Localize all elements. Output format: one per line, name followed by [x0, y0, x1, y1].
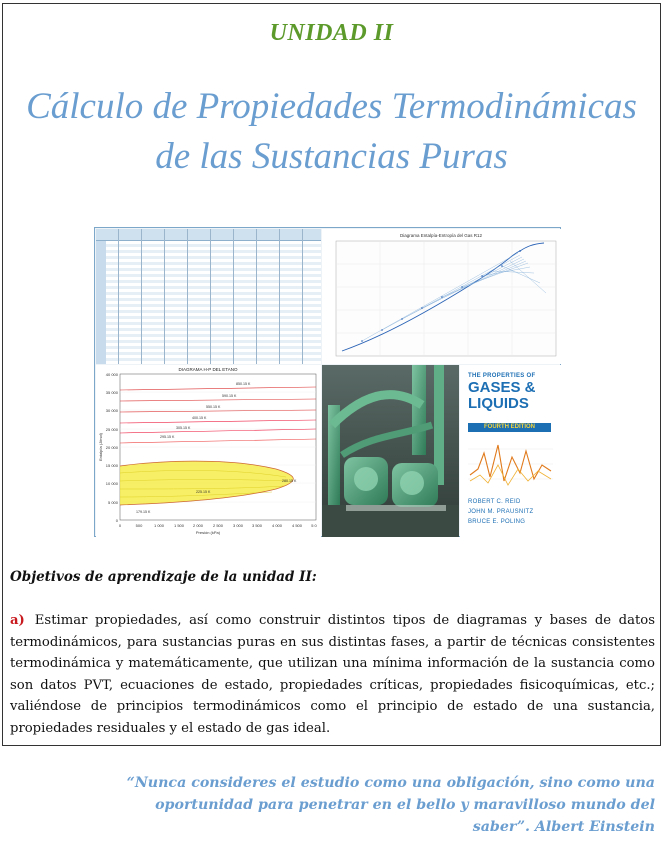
ph-x-tick: 5 0	[311, 523, 317, 528]
quote-line-1: “Nunca consideres el estudio como una obligación, sino como una	[126, 775, 655, 791]
ph-y-tick: 20 000	[105, 445, 118, 450]
ph-y-tick: 15 000	[105, 463, 118, 468]
ph-diagram-title: DIAGRAMA H-P DEL ETANO	[178, 367, 238, 372]
plant-photo-svg	[322, 365, 459, 537]
ph-y-tick: 0	[115, 518, 118, 523]
page-title	[0, 82, 663, 182]
ph-curve-label: 590.15 K	[222, 394, 237, 398]
ph-y-label: Entalpía (J/mol)	[98, 432, 103, 462]
ph-x-tick: 1 500	[173, 523, 185, 528]
book-cover-graph	[468, 435, 553, 493]
ph-x-label: Presión (kPa)	[195, 530, 221, 535]
plant-photo	[322, 365, 459, 537]
book-edition: FOURTH EDITION	[468, 423, 551, 432]
property-table-image	[96, 229, 321, 364]
ph-x-tick: 4 500	[291, 523, 303, 528]
title-line-1: Cálculo de Propiedades Termodinámicas	[26, 86, 637, 127]
book-cover-image	[460, 365, 561, 537]
ph-y-tick: 30 000	[105, 408, 118, 413]
ph-diagram-svg	[96, 365, 321, 537]
ph-y-ticks	[106, 372, 119, 523]
ph-y-tick: 35 000	[105, 390, 118, 395]
ph-curve-label: 179.15 K	[136, 510, 151, 514]
ph-curve-label: 280.15 K	[282, 479, 297, 483]
ph-x-tick: 2 500	[212, 523, 224, 528]
book-title	[468, 373, 553, 411]
isotherm-chart-title: Diagrama Entalpía-Entropía del Gas R12	[399, 233, 483, 238]
book-title-line-2: GASES &	[468, 379, 536, 396]
ph-y-tick: 40 000	[105, 372, 118, 377]
book-title-line-3: LIQUIDS	[468, 395, 529, 412]
einstein-quote	[95, 772, 655, 838]
book-author: BRUCE E. POLING	[468, 519, 526, 525]
unit-label: UNIDAD II	[269, 20, 394, 46]
ph-curve-label: 850.15 K	[236, 382, 251, 386]
ph-curve-label: 550.15 K	[206, 405, 221, 409]
objective-a-marker: a)	[10, 613, 25, 628]
ph-x-tick: 3 500	[251, 523, 263, 528]
quote-line-3: saber”. Albert Einstein	[472, 819, 655, 835]
ph-x-tick: 1 000	[153, 523, 165, 528]
quote-line-2: oportunidad para penetrar en el bello y maravilloso mundo del	[155, 797, 655, 813]
ph-curve-label: 225.15 K	[196, 490, 211, 494]
isotherm-chart-image	[322, 229, 561, 364]
ph-curve-label: 400.15 K	[192, 416, 207, 420]
objective-a	[10, 610, 655, 739]
ph-curve-label: 305.15 K	[176, 426, 191, 430]
ph-x-tick: 500	[135, 523, 143, 528]
title-line-2: de las Sustancias Puras	[155, 136, 508, 177]
ph-y-tick: 10 000	[105, 481, 118, 486]
ph-x-tick: 3 000	[232, 523, 244, 528]
book-authors	[468, 497, 553, 527]
ph-x-tick: 0	[118, 523, 122, 528]
image-collage	[94, 227, 561, 537]
ph-x-ticks	[119, 523, 318, 528]
table-column-lines	[96, 229, 321, 364]
isotherm-chart-svg	[322, 229, 561, 364]
ph-y-tick: 5 000	[107, 500, 118, 505]
ph-y-tick: 25 000	[105, 427, 118, 432]
book-author: ROBERT C. REID	[468, 499, 521, 505]
ph-x-tick: 2 000	[192, 523, 204, 528]
ph-x-tick: 4 000	[271, 523, 283, 528]
ph-diagram-image	[96, 365, 321, 537]
ph-curve-label: 295.15 K	[160, 435, 175, 439]
objectives-heading: Objetivos de aprendizaje de la unidad II:	[10, 569, 317, 585]
isotherm-plot-area	[336, 241, 556, 356]
book-title-line-1: THE PROPERTIES OF	[468, 373, 536, 379]
book-author: JOHN M. PRAUSNITZ	[468, 509, 534, 515]
objective-a-text: Estimar propiedades, así como construir distintos tipos de diagramas y bases de datos termodinámicos, para sustancias puras en sus distintas fases, a partir de técnicas consistentes termodinámica y matemáticamente, que utilizan una mínima información de la sustancia como son datos PVT, ecuaciones de estado, propiedades críticas, propiedades fisicoquímicas, etc.; valiéndose de principios termodinámicos como el principio de estado de una sustancia, propiedades residuales y el estado de gas ideal.	[10, 613, 655, 736]
